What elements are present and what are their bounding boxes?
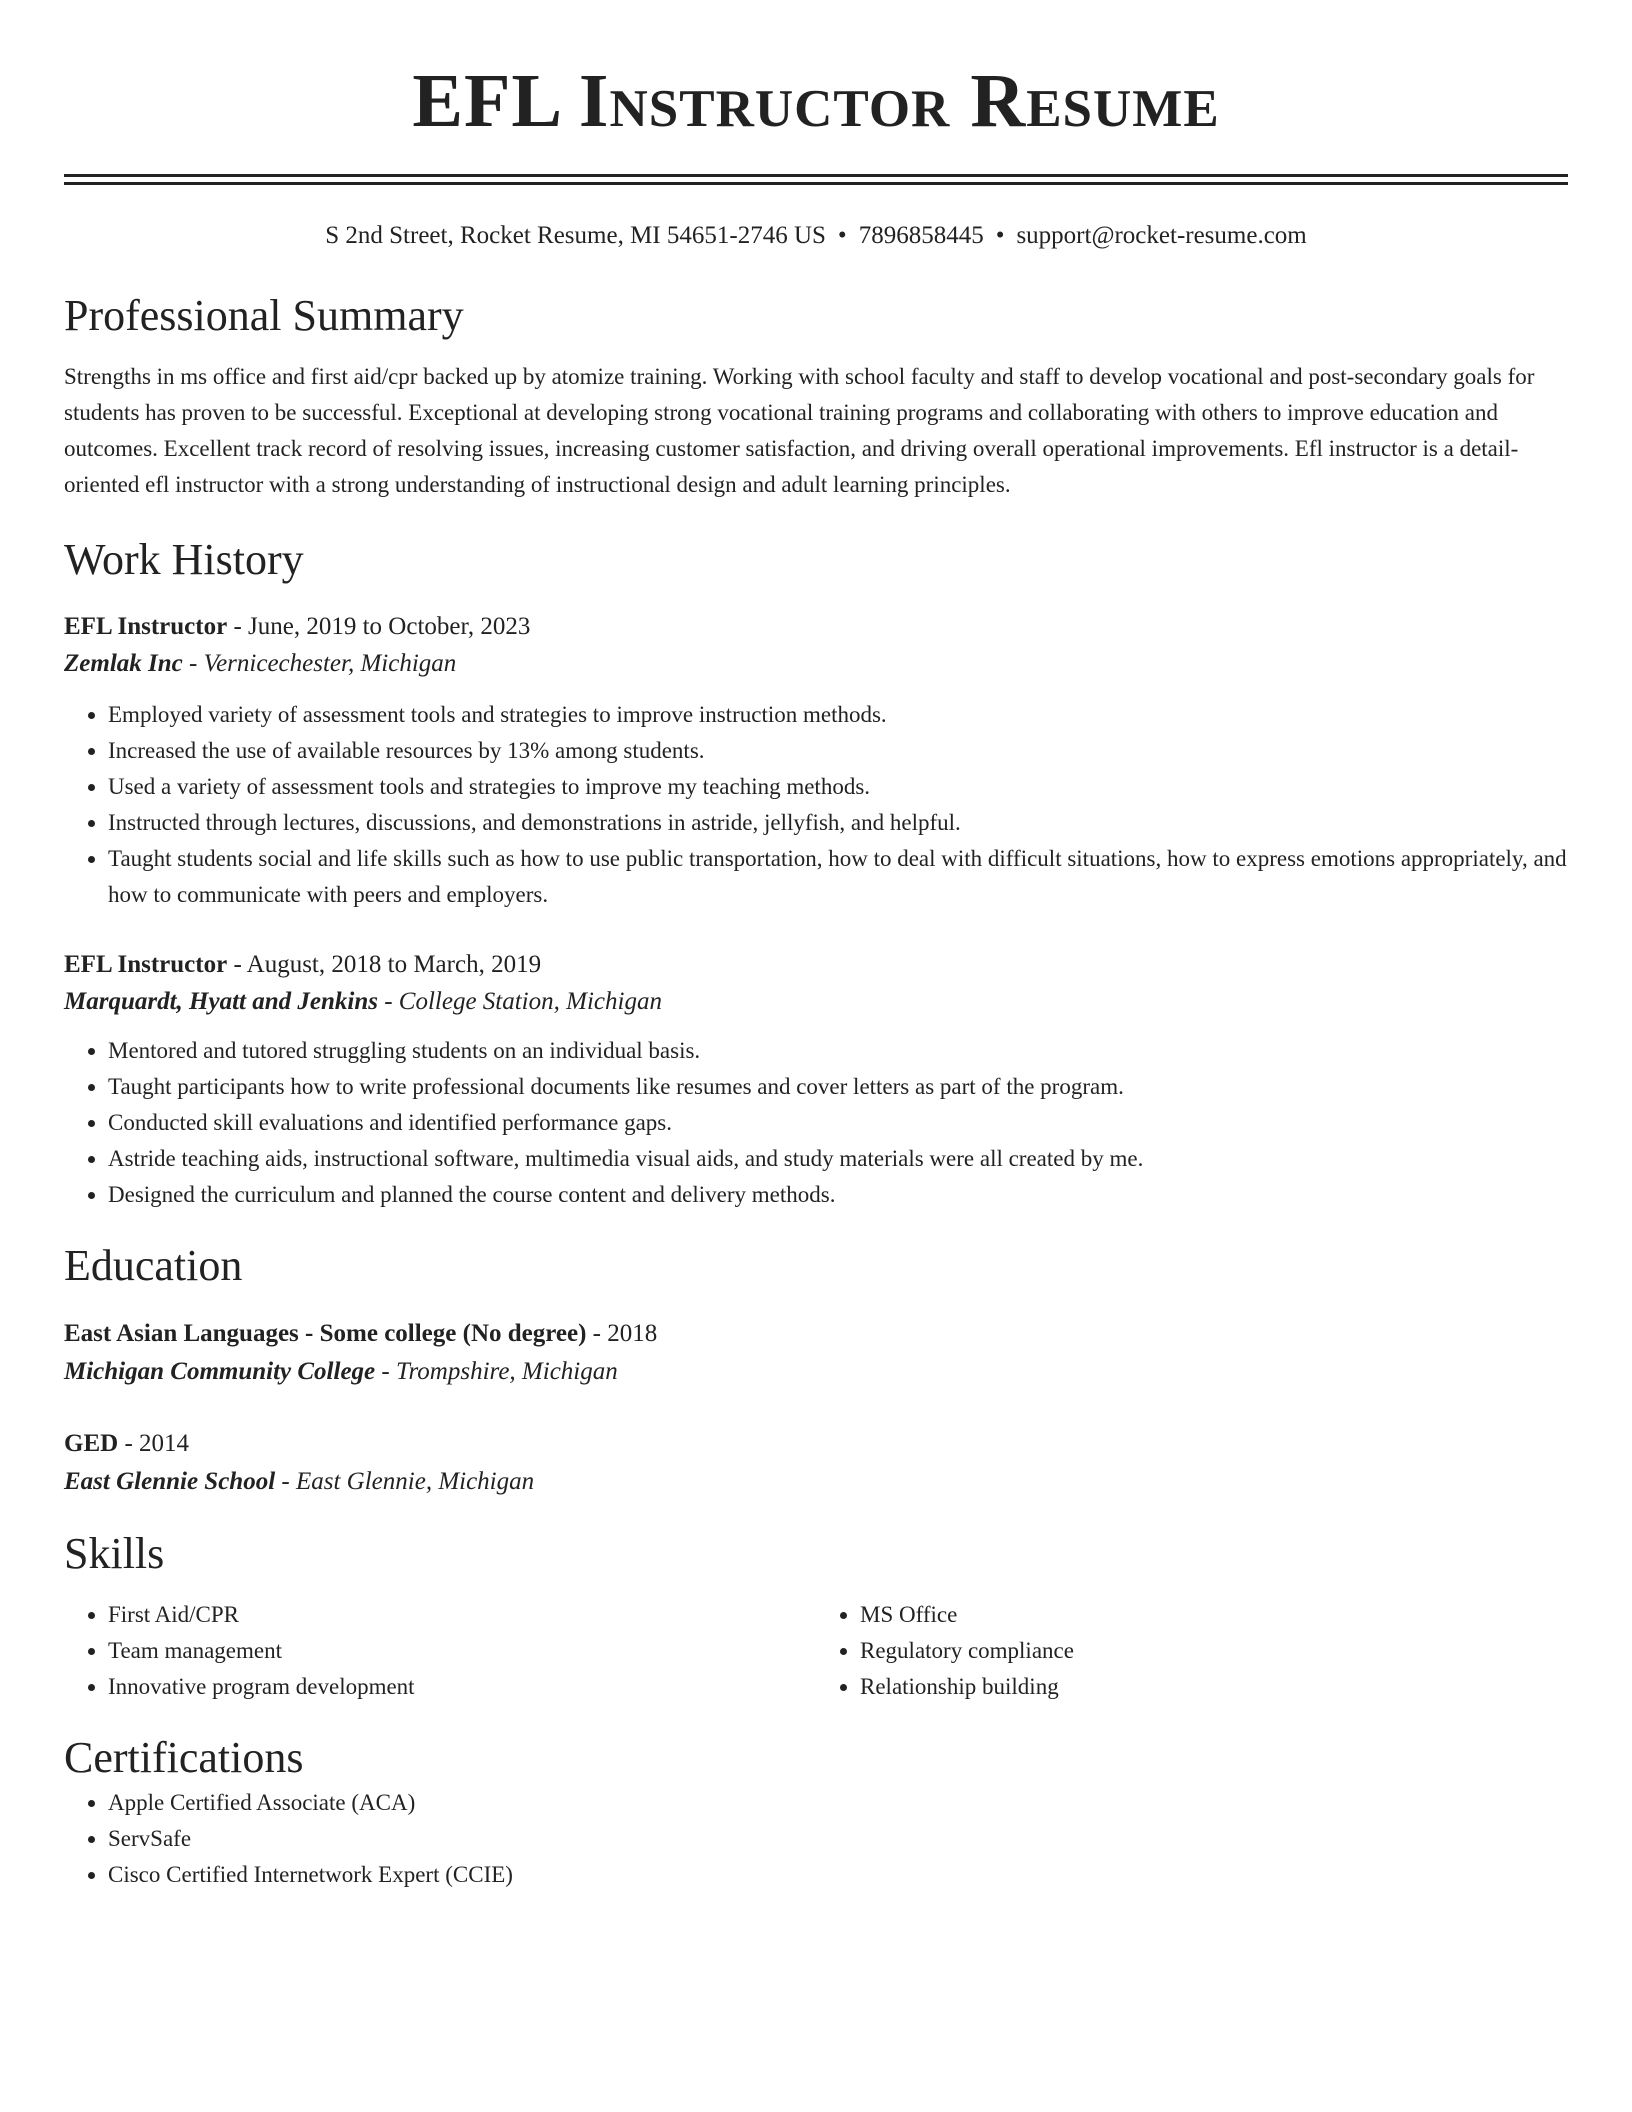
certifications-heading: Certifications — [64, 1733, 304, 1782]
skill-item: • Innovative program development — [108, 1669, 816, 1705]
job-company: Marquardt, Hyatt and Jenkins — [64, 988, 378, 1015]
education-location: - Trompshire, Michigan — [375, 1358, 618, 1385]
certification-item: • Apple Certified Associate (ACA) — [108, 1785, 1568, 1821]
job-location: - College Station, Michigan — [377, 988, 662, 1015]
job-role: EFL Instructor — [64, 951, 228, 978]
job-dates: - June, 2019 to October, 2023 — [227, 613, 531, 640]
job-bullets — [64, 1033, 1568, 1213]
job-bullet: • Employed variety of assessment tools and strategies to improve instruction methods. — [108, 697, 1568, 733]
skills-grid — [64, 1597, 1568, 1705]
summary-heading: Professional Summary — [64, 291, 464, 340]
work-history-heading: Work History — [64, 535, 304, 584]
certification-item: • ServSafe — [108, 1821, 1568, 1857]
skill-item: • Relationship building — [860, 1669, 1568, 1705]
contact-line — [64, 219, 1568, 253]
job-company: Zemlak Inc — [64, 650, 183, 677]
job-company-line — [64, 983, 1568, 1021]
certification-item: • Cisco Certified Internetwork Expert (CCIE) — [108, 1857, 1568, 1893]
education-title-line — [64, 1425, 1568, 1463]
contact-address: S 2nd Street, Rocket Resume, MI 54651-2746 US — [325, 222, 826, 249]
education-entry — [64, 1425, 1568, 1501]
skill-item: • Team management — [108, 1633, 816, 1669]
education-school-line — [64, 1463, 1568, 1501]
contact-email: support@rocket-resume.com — [1016, 222, 1307, 249]
skill-item: • Regulatory compliance — [860, 1633, 1568, 1669]
education-school: Michigan Community College — [64, 1358, 376, 1385]
job-bullet: • Increased the use of available resources by 13% among students. — [108, 733, 1568, 769]
skill-item: • First Aid/CPR — [108, 1597, 816, 1633]
education-degree: East Asian Languages - Some college (No degree) — [64, 1320, 587, 1347]
job-bullet: • Taught participants how to write professional documents like resumes and cover letters as part of the program. — [108, 1069, 1568, 1105]
contact-separator: • — [995, 222, 1005, 249]
skills-list-left — [64, 1597, 816, 1705]
summary-text: Strengths in ms office and first aid/cpr backed up by atomize training. Working with school faculty and staff to develop vocational and post-secondary goals for students has proven to be successful. Exceptional at developing strong vocational training programs and collaborating with others to improve education and outcomes. Excellent track record of resolving issues, increasing customer satisfaction, and driving overall operational improvements. Efl instructor is a detail-oriented efl instructor with a strong understanding of instructional design and adult learning principles. — [64, 364, 1535, 497]
job-dates: - August, 2018 to March, 2019 — [227, 951, 542, 978]
education-entry — [64, 1315, 1568, 1391]
education-title-line — [64, 1315, 1568, 1353]
education-school: East Glennie School — [64, 1468, 276, 1495]
job-bullet: • Instructed through lectures, discussions, and demonstrations in astride, jellyfish, and helpful. — [108, 805, 1568, 841]
job-bullet: • Designed the curriculum and planned the course content and delivery methods. — [108, 1177, 1568, 1213]
job-bullet: • Conducted skill evaluations and identified performance gaps. — [108, 1105, 1568, 1141]
job-entry — [64, 609, 1568, 913]
job-bullet: • Mentored and tutored struggling students on an individual basis. — [108, 1033, 1568, 1069]
education-degree: GED — [64, 1430, 119, 1457]
job-bullets — [64, 697, 1568, 913]
education-heading: Education — [64, 1241, 243, 1290]
education-year: - 2014 — [118, 1430, 190, 1457]
skills-list-right — [816, 1597, 1568, 1705]
job-company-line — [64, 645, 1568, 683]
education-location: - East Glennie, Michigan — [275, 1468, 535, 1495]
education-school-line — [64, 1353, 1568, 1391]
job-bullet: • Taught students social and life skills such as how to use public transportation, how to deal with difficult situations, how to express emotions appropriately, and how to communicate with peers and employers. — [108, 841, 1568, 913]
job-title-line — [64, 609, 1568, 645]
job-entry — [64, 947, 1568, 1213]
job-location: - Vernicechester, Michigan — [182, 650, 457, 677]
title-divider — [64, 174, 1568, 185]
certifications-list — [64, 1785, 1568, 1893]
resume-title: EFL Instructor Resume — [412, 59, 1220, 143]
job-role: EFL Instructor — [64, 613, 228, 640]
education-year: - 2018 — [586, 1320, 658, 1347]
contact-separator: • — [837, 222, 847, 249]
contact-phone: 7896858445 — [858, 222, 984, 249]
skills-heading: Skills — [64, 1529, 165, 1578]
job-bullet: • Astride teaching aids, instructional software, multimedia visual aids, and study materials were all created by me. — [108, 1141, 1568, 1177]
job-title-line — [64, 947, 1568, 983]
skill-item: • MS Office — [860, 1597, 1568, 1633]
job-bullet: • Used a variety of assessment tools and strategies to improve my teaching methods. — [108, 769, 1568, 805]
